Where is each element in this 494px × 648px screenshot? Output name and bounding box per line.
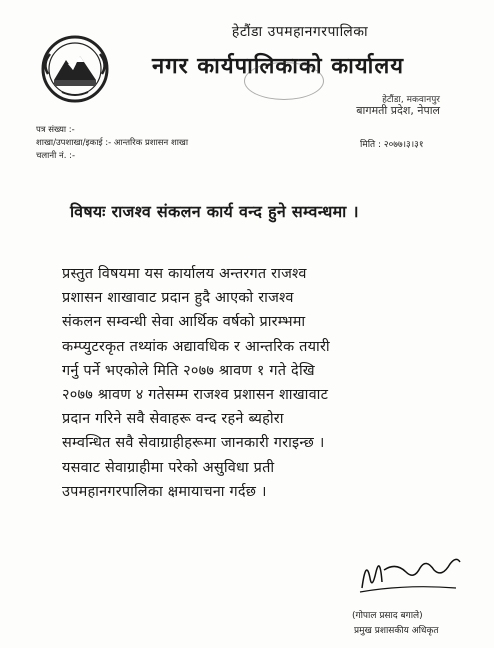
signer-name: (गोपाल प्रसाद बगाले) — [352, 611, 423, 621]
handwritten-signature — [356, 548, 466, 596]
municipality-name: हेटौंडा उपमहानगरपालिका — [231, 24, 369, 40]
body-line: संकलन सम्वन्धी सेवा आर्थिक वर्षको प्रारम्भमा — [62, 314, 306, 331]
body-line: सम्वन्धित सवै सेवाग्राहीहरूमा जानकारी गराइन्छ । — [62, 435, 325, 452]
body-line: यसवाट सेवाग्राहीमा परेको असुविधा प्रती — [62, 459, 275, 476]
signer-title: प्रमुख प्रशासकीय अधिकृत — [354, 626, 439, 636]
letter-subject: विषयः राजश्व संकलन कार्य वन्द हुने सम्वन्धमा । — [70, 202, 359, 221]
body-line: उपमहानगरपालिका क्षमायाचना गर्दछ । — [62, 483, 267, 500]
address-line-city: हेटौंडा, मकवानपुर — [382, 95, 440, 105]
section-name: शाखा/उपशाखा/इकाई :- आन्तरिक प्रशासन शाखा — [36, 138, 189, 148]
letter-date: मिति : २०७७।३।३१ — [360, 140, 424, 150]
letter-body — [62, 262, 472, 504]
body-line: २०७७ श्रावण ४ गतेसम्म राजश्व प्रशासन शाखावाट — [62, 387, 329, 404]
body-line: प्रदान गरिने सवै सेवाहरू वन्द रहने ब्यहोरा — [62, 411, 284, 428]
body-line: प्रशासन शाखावाट प्रदान हुदै आएको राजश्व — [62, 290, 294, 307]
letter-number: पत्र संख्या :- — [36, 125, 75, 135]
body-line: कम्प्युटरकृत तथ्यांक अद्यावधिक र आन्तरिक तयारी — [62, 338, 330, 355]
address-line-province: बागमती प्रदेश, नेपाल — [356, 104, 440, 117]
dispatch-number: चलानी नं. :- — [36, 151, 76, 161]
body-line: गर्नु पर्ने भएकोले मिति २०७७ श्रावण १ गते देखि — [62, 362, 315, 379]
nepal-emblem-logo-icon — [40, 34, 110, 104]
body-line: प्रस्तुत विषयमा यस कार्यालय अन्तरगत राजश्व — [62, 266, 307, 282]
office-title: नगर कार्यपालिकाको कार्यालय — [152, 54, 404, 79]
